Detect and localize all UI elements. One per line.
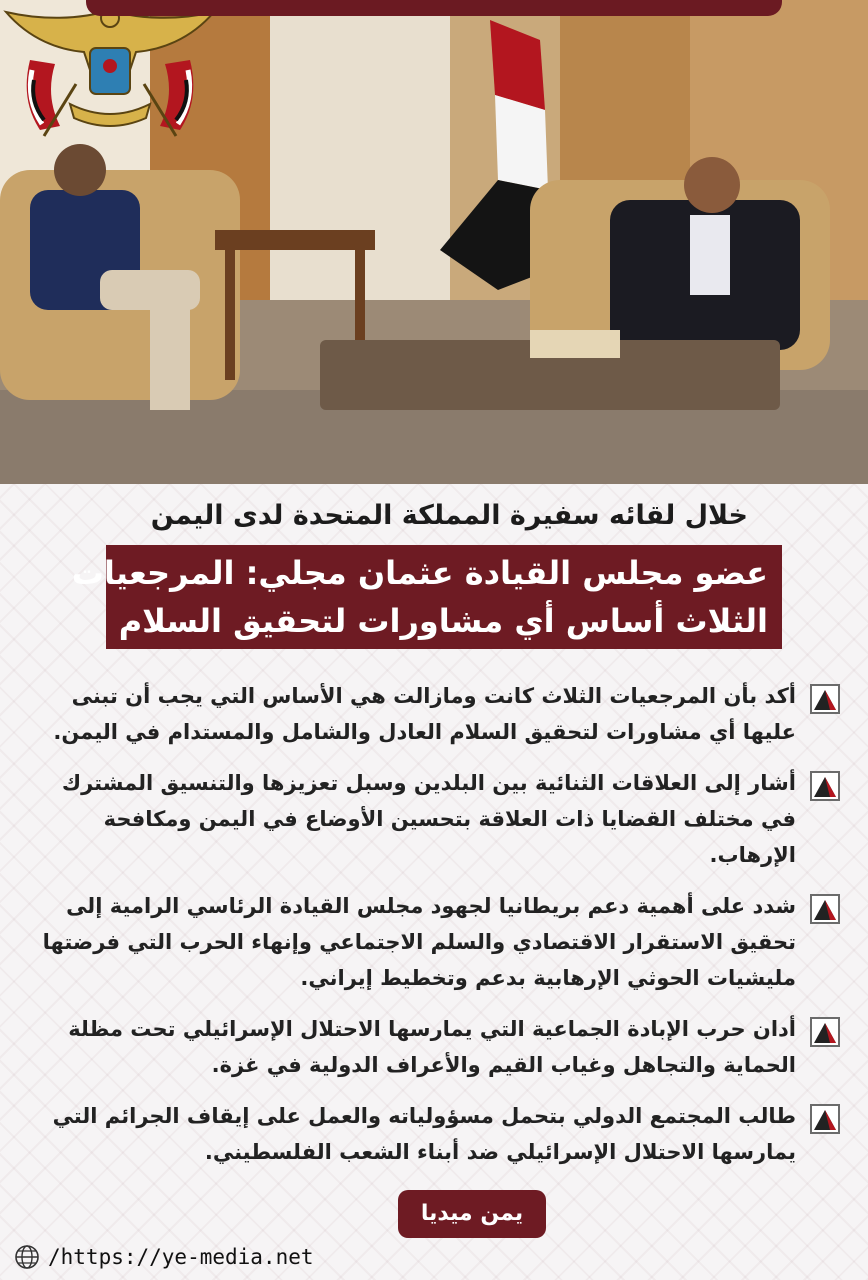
- meeting-photo: [0, 0, 868, 484]
- website-url[interactable]: /https://ye-media.net: [48, 1245, 314, 1269]
- subtitle: خلال لقائه سفيرة المملكة المتحدة لدى اليمن: [150, 500, 748, 531]
- bullet-item: [40, 765, 840, 873]
- bullet-marker-icon: [810, 684, 840, 714]
- bullet-item: [40, 1098, 840, 1170]
- bullet-marker-icon: [810, 1104, 840, 1134]
- bullet-item: [40, 1011, 840, 1083]
- bullet-text: طالب المجتمع الدولي بتحمل مسؤولياته والعمل على إيقاف الجرائم التي يمارسها الاحتلال الإسرائيلي ضد أبناء الشعب الفلسطيني.: [52, 1104, 796, 1164]
- headline-line-1: عضو مجلس القيادة عثمان مجلي: المرجعيات: [71, 554, 768, 592]
- globe-icon: [14, 1244, 40, 1270]
- bullet-item: [40, 678, 840, 750]
- bullet-text: شدد على أهمية دعم بريطانيا لجهود مجلس القيادة الرئاسي الرامية إلى تحقيق الاستقرار الاقتصادي والسلم الاجتماعي وإنهاء الحرب التي فرضتها مليشيات الحوثي الإرهابية بدعم وتخطيط إيراني.: [42, 894, 796, 990]
- brand-badge: يمن ميديا: [398, 1190, 546, 1238]
- bullet-marker-icon: [810, 1017, 840, 1047]
- bullet-marker-icon: [810, 894, 840, 924]
- website-link[interactable]: [14, 1242, 314, 1272]
- top-banner-tab: [86, 0, 782, 16]
- bullet-text: أدان حرب الإبادة الجماعية التي يمارسها الاحتلال الإسرائيلي تحت مظلة الحماية والتجاهل وغياب القيم والأعراف الدولية في غزة.: [68, 1017, 796, 1077]
- bullet-list: [40, 678, 840, 1185]
- bullet-marker-icon: [810, 771, 840, 801]
- yemen-emblem-icon: [0, 0, 220, 140]
- headline-line-2: الثلاث أساس أي مشاورات لتحقيق السلام: [118, 602, 768, 640]
- bullet-text: أكد بأن المرجعيات الثلاث كانت ومازالت هي الأساس التي يجب أن تبنى عليها أي مشاورات لتحقيق السلام العادل والشامل والمستدام في اليمن.: [53, 684, 796, 744]
- bullet-item: [40, 888, 840, 996]
- headline-box: [71, 545, 782, 649]
- bullet-text: أشار إلى العلاقات الثنائية بين البلدين وسبل تعزيزها والتنسيق المشترك في مختلف القضايا ذات العلاقة بتحسين الأوضاع في اليمن ومكافحة الإرهاب.: [61, 771, 796, 867]
